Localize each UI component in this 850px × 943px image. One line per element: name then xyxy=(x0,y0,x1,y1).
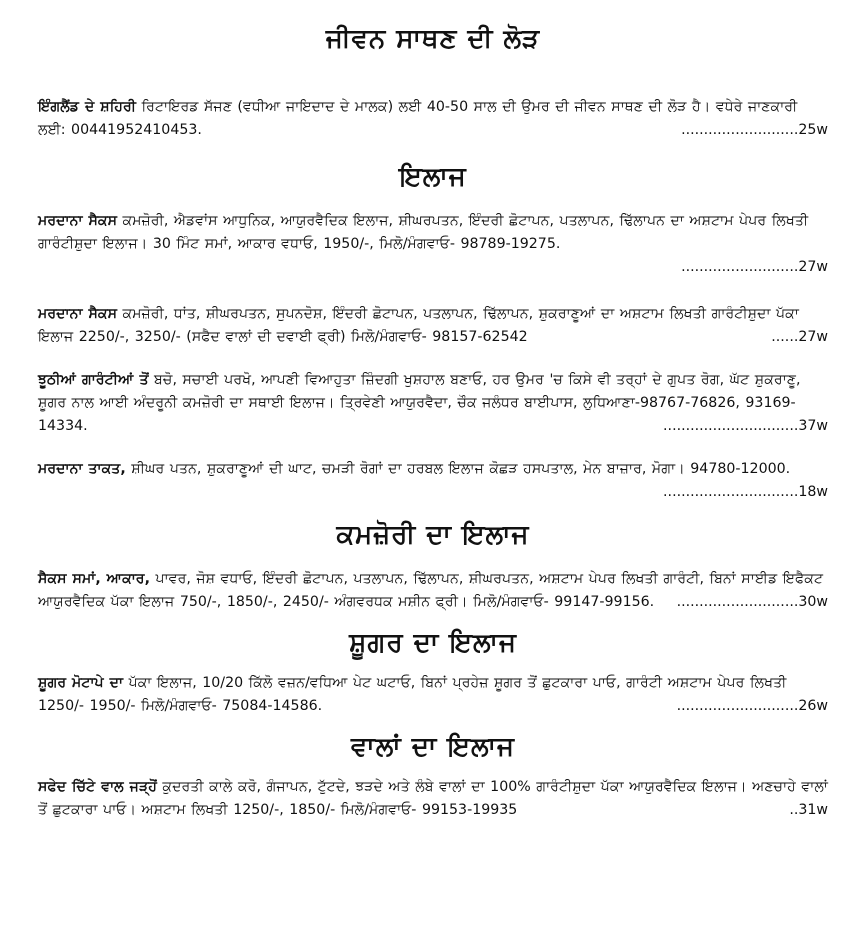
ad-treatment-2 xyxy=(38,303,828,349)
ad-treatment-4 xyxy=(38,458,828,504)
ad-lead: ਸ਼ੂਗਰ ਮੋਟਾਪੇ ਦਾ xyxy=(38,675,124,691)
ad-hair-1 xyxy=(38,776,828,822)
ad-body: ਕੁਦਰਤੀ ਕਾਲੇ ਕਰੋ, ਗੰਜਾਪਨ, ਟੁੱਟਦੇ, ਝੜਦੇ ਅਤੇ ਲੰਬੇ ਵਾਲਾਂ ਦਾ 100% ਗਾਰੰਟੀਸ਼ੁਦਾ ਪੱਕਾ ਆਯੁਰਵੈਦਿਕ ਇਲਾਜ। ਅਣਚਾਹੇ ਵਾਲਾਂ ਤੋਂ ਛੁਟਕਾਰਾ ਪਾਓ। ਅਸ਼ਟਾਮ ਲਿਖਤੀ 1250/-, 1850/- ਮਿਲੋ/ਮੰਗਵਾਓ- 99153-19935 xyxy=(38,779,828,818)
classifieds-page xyxy=(0,22,850,943)
ad-code: ...........................26w xyxy=(676,698,828,714)
ad-code: ...........................30w xyxy=(676,594,828,610)
ad-weakness-1 xyxy=(38,568,828,614)
ad-body: ਕਮਜ਼ੋਰੀ, ਧਾਂਤ, ਸ਼ੀਘਰਪਤਨ, ਸੁਪਨਦੋਸ਼, ਇੰਦਰੀ ਛੋਟਾਪਨ, ਪਤਲਾਪਨ, ਢਿੱਲਾਪਨ, ਸ਼ੁਕਰਾਣੂਆਂ ਦਾ ਅਸ਼ਟਾਮ ਲਿਖਤੀ ਗਾਰੰਟੀਸ਼ੁਦਾ ਪੱਕਾ ਇਲਾਜ 2250/-, 3250/- (ਸਫੈਦ ਵਾਲਾਂ ਦੀ ਦਵਾਈ ਫ੍ਰੀ) ਮਿਲੋ/ਮੰਗਵਾਓ- 98157-62542 xyxy=(38,306,799,345)
ad-lead: ਸੈਕਸ ਸਮਾਂ, ਆਕਾਰ, xyxy=(38,571,150,587)
ad-body: ਬਚੋ, ਸਚਾਈ ਪਰਖੋ, ਆਪਣੀ ਵਿਆਹੁਤਾ ਜ਼ਿੰਦਗੀ ਖੁਸ਼ਹਾਲ ਬਣਾਓ, ਹਰ ਉਮਰ 'ਚ ਕਿਸੇ ਵੀ ਤਰ੍ਹਾਂ ਦੇ ਗੁਪਤ ਰੋਗ, ਘੱਟ ਸ਼ੁਕਰਾਣੂ, ਸ਼ੂਗਰ ਨਾਲ ਆਈ ਅੰਦਰੂਨੀ ਕਮਜ਼ੋਰੀ ਦਾ ਸਥਾਈ ਇਲਾਜ। ਤ੍ਰਿਵੇਣੀ ਆਯੁਰਵੈਦਾ, ਚੌਕ ਜਲੰਧਰ ਬਾਈਪਾਸ, ਲੁਧਿਆਣਾ-98767-76826, 93169-14334. xyxy=(38,372,801,434)
ad-lead: ਮਰਦਾਨਾ ਸੈਕਸ xyxy=(38,213,118,229)
ad-code: ..............................37w xyxy=(663,418,828,434)
section-heading-sugar: ਸ਼ੂਗਰ ਦਾ ਇਲਾਜ xyxy=(349,628,517,658)
ad-code: ..........................27w xyxy=(681,259,828,275)
ad-code: ..............................18w xyxy=(663,484,828,500)
section-heading-hair: ਵਾਲਾਂ ਦਾ ਇਲਾਜ xyxy=(351,732,515,762)
ad-lead: ਮਰਦਾਨਾ ਤਾਕਤ, xyxy=(38,461,126,477)
ad-treatment-1 xyxy=(38,210,828,279)
section-heading-weakness: ਕਮਜ਼ੋਰੀ ਦਾ ਇਲਾਜ xyxy=(336,520,530,550)
ad-lead: ਸਫੇਦ ਚਿੱਟੇ ਵਾਲ ਜੜ੍ਹੋਂ xyxy=(38,779,157,795)
ad-body: ਪਾਵਰ, ਜੋਸ਼ ਵਧਾਓ, ਇੰਦਰੀ ਛੋਟਾਪਨ, ਪਤਲਾਪਨ, ਢਿੱਲਾਪਨ, ਸ਼ੀਘਰਪਤਨ, ਅਸ਼ਟਾਮ ਪੇਪਰ ਲਿਖਤੀ ਗਾਰੰਟੀ, ਬਿਨਾਂ ਸਾਈਡ ਇਫੈਕਟ ਆਯੁਰਵੈਦਿਕ ਪੱਕਾ ਇਲਾਜ 750/-, 1850/-, 2450/- ਅੰਗਵਰਧਕ ਮਸ਼ੀਨ ਫ੍ਰੀ। ਮਿਲੋ/ਮੰਗਵਾਓ- 99147-99156. xyxy=(38,571,824,610)
section-heading-life-partner: ਜੀਵਨ ਸਾਥਣ ਦੀ ਲੋੜ xyxy=(325,24,541,54)
section-heading-treatment: ਇਲਾਜ xyxy=(399,162,467,192)
ad-code: ......27w xyxy=(771,329,828,345)
ad-body: ਪੱਕਾ ਇਲਾਜ, 10/20 ਕਿੱਲੋ ਵਜ਼ਨ/ਵਧਿਆ ਪੇਟ ਘਟਾਓ, ਬਿਨਾਂ ਪ੍ਰਹੇਜ਼ ਸ਼ੂਗਰ ਤੋਂ ਛੁਟਕਾਰਾ ਪਾਓ, ਗਾਰੰਟੀ ਅਸ਼ਟਾਮ ਪੇਪਰ ਲਿਖਤੀ 1250/- 1950/- ਮਿਲੋ/ਮੰਗਵਾਓ- 75084-14586. xyxy=(38,675,787,714)
ad-lead: ਮਰਦਾਨਾ ਸੈਕਸ xyxy=(38,306,118,322)
ad-sugar-1 xyxy=(38,672,828,718)
ad-life-partner xyxy=(38,96,828,142)
ad-body: ਕਮਜ਼ੋਰੀ, ਐਡਵਾਂਸ ਆਧੁਨਿਕ, ਆਯੁਰਵੈਦਿਕ ਇਲਾਜ, ਸ਼ੀਘਰਪਤਨ, ਇੰਦਰੀ ਛੋਟਾਪਨ, ਪਤਲਾਪਨ, ਢਿੱਲਾਪਨ ਦਾ ਅਸ਼ਟਾਮ ਪੇਪਰ ਲਿਖਤੀ ਗਾਰੰਟੀਸ਼ੁਦਾ ਇਲਾਜ। 30 ਮਿੰਟ ਸਮਾਂ, ਆਕਾਰ ਵਧਾਓ, 1950/-, ਮਿਲੋ/ਮੰਗਵਾਓ- 98789-19275. xyxy=(38,213,809,252)
ad-lead: ਝੂਠੀਆਂ ਗਾਰੰਟੀਆਂ ਤੋਂ xyxy=(38,372,149,388)
ad-body: ਰਿਟਾਇਰਡ ਸੱਜਣ (ਵਧੀਆ ਜਾਇਦਾਦ ਦੇ ਮਾਲਕ) ਲਈ 40-50 ਸਾਲ ਦੀ ਉਮਰ ਦੀ ਜੀਵਨ ਸਾਥਣ ਦੀ ਲੋੜ ਹੈ। ਵਧੇਰੇ ਜਾਣਕਾਰੀ ਲਈ: 00441952410453. xyxy=(38,99,798,138)
ad-treatment-3 xyxy=(38,369,828,438)
ad-lead: ਇੰਗਲੈਂਡ ਦੇ ਸ਼ਹਿਰੀ xyxy=(38,99,137,115)
ad-code: ..31w xyxy=(789,802,828,818)
ad-code: ..........................25w xyxy=(681,122,828,138)
ad-body: ਸ਼ੀਘਰ ਪਤਨ, ਸ਼ੁਕਰਾਣੂਆਂ ਦੀ ਘਾਟ, ਚਮੜੀ ਰੋਗਾਂ ਦਾ ਹਰਬਲ ਇਲਾਜ ਕੋਛੜ ਹਸਪਤਾਲ, ਮੇਨ ਬਾਜ਼ਾਰ, ਮੋਗਾ। 94780-12000. xyxy=(125,461,791,477)
